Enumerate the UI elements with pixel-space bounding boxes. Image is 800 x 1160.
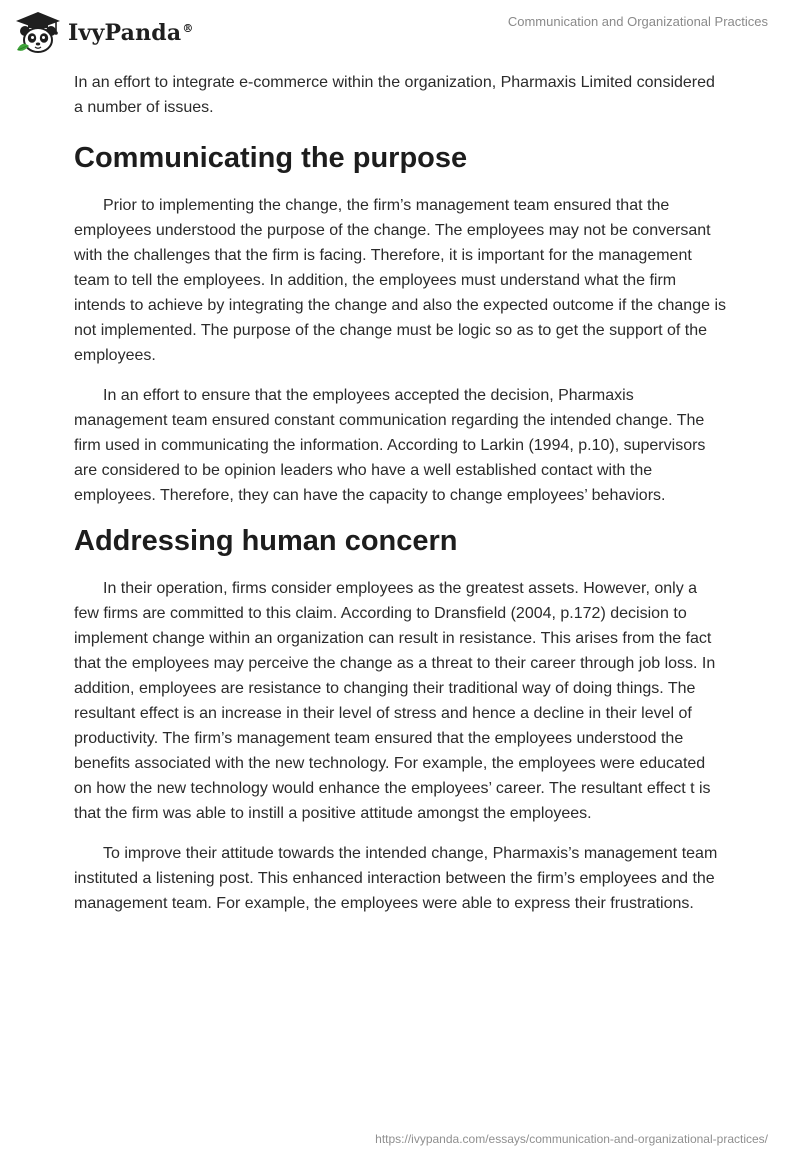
body-paragraph: Prior to implementing the change, the firm’s management team ensured that the employees understood the purpose of the change. The employees may not be conversant with the challenges that the firm is facing. Therefore, it is important for the management team to tell the employees. In addition, the employees must understand what the firm intends to achieve by integrating the change and also the expected outcome if the change is not implemented. The purpose of the change must be logic so as to get the support of the employees.	[74, 197, 726, 364]
running-title: Communication and Organizational Practices	[507, 14, 768, 29]
body-paragraph: In their operation, firms consider employees as the greatest assets. However, only a few firms are committed to this claim. According to Dransfield (2004, p.172) decision to implement change within an organization can result in resistance. This arises from the fact that the employees may perceive the change as a threat to their career through job loss. In addition, employees are resistance to changing their traditional way of doing things. The resultant effect is an increase in their level of stress and hence a decline in their level of productivity. The firm’s management team ensured that the employees understood the benefits associated with the new technology. For example, the employees were educated on how the new technology would enhance the employees’ career. The resultant effect t is that the firm was able to instill a positive attitude amongst the employees.	[74, 580, 716, 822]
brand-name: IvyPanda®	[68, 20, 194, 46]
intro-paragraph: In an effort to integrate e-commerce within the organization, Pharmaxis Limited considered a number of issues.	[74, 74, 715, 116]
ivypanda-logo[interactable]	[14, 10, 194, 56]
registered-mark: ®	[182, 21, 194, 35]
essay-body	[74, 70, 726, 931]
section-heading: Communicating the purpose	[74, 142, 468, 174]
section-heading: Addressing human concern	[74, 525, 458, 557]
panda-icon	[14, 10, 62, 56]
body-paragraph: To improve their attitude towards the intended change, Pharmaxis’s management team instituted a listening post. This enhanced interaction between the firm’s employees and the management team. For example, the employees were able to express their frustrations.	[74, 845, 718, 912]
source-url-link[interactable]: https://ivypanda.com/essays/communication-and-organizational-practices/	[375, 1132, 768, 1146]
body-paragraph: In an effort to ensure that the employees accepted the decision, Pharmaxis management team ensured constant communication regarding the intended change. The firm used in communicating the information. According to Larkin (1994, p.10), supervisors are considered to be opinion leaders who have a well established contact with the employees. Therefore, they can have the capacity to change employees’ behaviors.	[74, 387, 706, 504]
page-header	[0, 0, 800, 64]
